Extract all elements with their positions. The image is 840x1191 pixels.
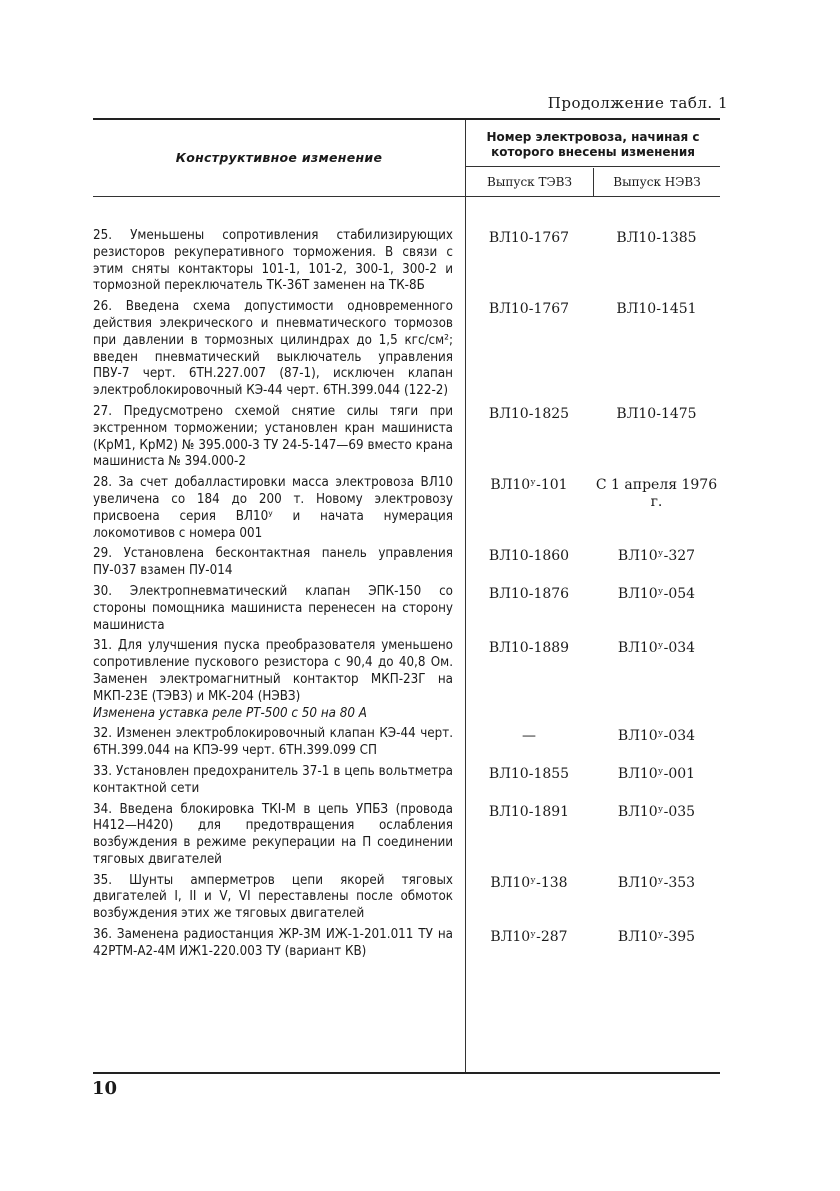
row-description: 32. Изменен электроблокировочный клапан КЭ-44 черт. 6ТН.399.044 на КПЭ-99 черт. 6ТН.399.099 СП xyxy=(93,726,453,759)
row-nevz: ВЛ10ʸ-034 xyxy=(617,728,696,745)
row-description-extra: Изменена уставка реле РТ-500 с 50 на 80 А xyxy=(93,705,367,721)
continuation-label: Продолжение табл. 1 xyxy=(547,94,728,112)
header-tevz: Выпуск ТЭВЗ xyxy=(487,175,572,189)
table-row xyxy=(93,726,720,760)
row-tevz: ВЛ10-1767 xyxy=(488,230,570,246)
table-body xyxy=(93,228,720,965)
row-tevz: ВЛ10-1855 xyxy=(488,765,570,782)
header-mid-rule xyxy=(466,166,720,167)
table-row xyxy=(93,475,720,542)
row-tevz: ВЛ10-1889 xyxy=(488,640,570,657)
header-main-column: Конструктивное изменение xyxy=(175,150,383,165)
row-tevz: ВЛ10-1891 xyxy=(488,803,570,820)
row-description: 27. Предусмотрено схемой снятие силы тяги при экстренном торможении; установлен кран машиниста (КрМ1, КрМ2) № 395.000-3 ТУ 24-5-147—69 вместо крана машиниста № 394.000-2 xyxy=(93,403,453,470)
header-nevz: Выпуск НЭВЗ xyxy=(613,175,701,189)
row-description: 25. Уменьшены сопротивления стабилизирующих резисторов рекуперативного торможения. В связи с этим сняты контакторы 101-1, 101-2, 300-1, 300-2 и тормозной переключатель ТК-36Т заменен на ТК-8Б xyxy=(93,228,453,294)
row-tevz: ВЛ10ʸ-101 xyxy=(490,477,568,494)
table-row xyxy=(93,802,720,869)
table-row xyxy=(93,546,720,580)
row-description: 30. Электропневматический клапан ЭПК-150 со стороны помощника машиниста перенесен на сторону машиниста xyxy=(93,583,453,633)
page-number: 10 xyxy=(92,1078,118,1099)
table-row xyxy=(93,228,720,295)
row-nevz: ВЛ10ʸ-353 xyxy=(617,874,696,891)
row-description: 26. Введена схема допустимости одновременного действия элекрического и пневматического тормозов при давлении в тормозных цилиндрах до 1,5 кгс/см²; введен пневматический выключатель управления ПВУ-7 черт. 6ТН.227.007 (87-1), исключен клапан электроблокировочный КЭ-44 черт. 6ТН.399.044 (122-2) xyxy=(93,299,453,399)
row-nevz: ВЛ10-1385 xyxy=(616,230,697,246)
row-nevz: ВЛ10ʸ-054 xyxy=(617,585,696,602)
row-tevz: ВЛ10ʸ-287 xyxy=(490,929,568,946)
row-tevz: ВЛ10-1825 xyxy=(488,405,570,422)
header-group-column: Номер электровоза, начиная с которого внесены изменения xyxy=(486,130,700,159)
row-nevz: ВЛ10ʸ-035 xyxy=(617,803,696,820)
row-description-main: 31. Для улучшения пуска преобразователя уменьшено сопротивление пускового резистора с 90,4 до 40,8 Ом. Заменен электромагнитный контактор МКП-23Г на МКП-23Е (ТЭВЗ) и МК-204 (НЭВЗ) xyxy=(93,638,453,704)
row-nevz: С 1 апреля 1976 г. xyxy=(595,477,718,511)
row-nevz: ВЛ10-1475 xyxy=(616,405,697,422)
row-description: 33. Установлен предохранитель 37-1 в цепь вольтметра контактной сети xyxy=(93,763,453,796)
row-description: 34. Введена блокировка ТКІ-М в цепь УПБЗ (провода Н412—Н420) для предотвращения ослабления возбуждения в режиме рекуперации на П соединении тяговых двигателей xyxy=(93,801,453,867)
table-row xyxy=(93,299,720,400)
row-nevz: ВЛ10-1451 xyxy=(616,301,697,318)
row-tevz: ВЛ10-1767 xyxy=(488,301,570,318)
row-description xyxy=(93,638,453,722)
table-row xyxy=(93,927,720,961)
table-top-rule xyxy=(93,118,720,120)
row-description: 36. Заменена радиостанция ЖР-3М ИЖ-1-201.011 ТУ на 42РТМ-А2-4М ИЖ1-220.003 ТУ (вариант КВ) xyxy=(93,927,453,959)
row-tevz: — xyxy=(522,728,536,745)
row-nevz: ВЛ10ʸ-001 xyxy=(617,765,696,782)
row-description: 29. Установлена бесконтактная панель управления ПУ-037 взамен ПУ-014 xyxy=(93,546,453,579)
table-row xyxy=(93,764,720,798)
row-nevz: ВЛ10ʸ-395 xyxy=(617,929,696,946)
row-description: 28. За счет добалластировки масса электровоза ВЛ10 увеличена со 184 до 200 т. Новому электровозу присвоена серия ВЛ10ʸ и начата нумерация локомотивов с номера 001 xyxy=(93,475,453,541)
row-tevz: ВЛ10ʸ-138 xyxy=(490,874,568,891)
table-row xyxy=(93,873,720,923)
table-row xyxy=(93,404,720,471)
table-header-rule xyxy=(93,196,720,197)
table-row xyxy=(93,638,720,722)
table-row xyxy=(93,584,720,634)
row-nevz: ВЛ10ʸ-327 xyxy=(617,548,696,565)
row-tevz: ВЛ10-1876 xyxy=(488,585,570,602)
row-description: 35. Шунты амперметров цепи якорей тяговых двигателей I, II и V, VI переставлены после обмоток возбуждения этих же тяговых двигателей xyxy=(93,872,453,922)
row-tevz: ВЛ10-1860 xyxy=(488,548,570,565)
row-nevz: ВЛ10ʸ-034 xyxy=(617,640,696,657)
table-bottom-rule xyxy=(93,1072,720,1074)
